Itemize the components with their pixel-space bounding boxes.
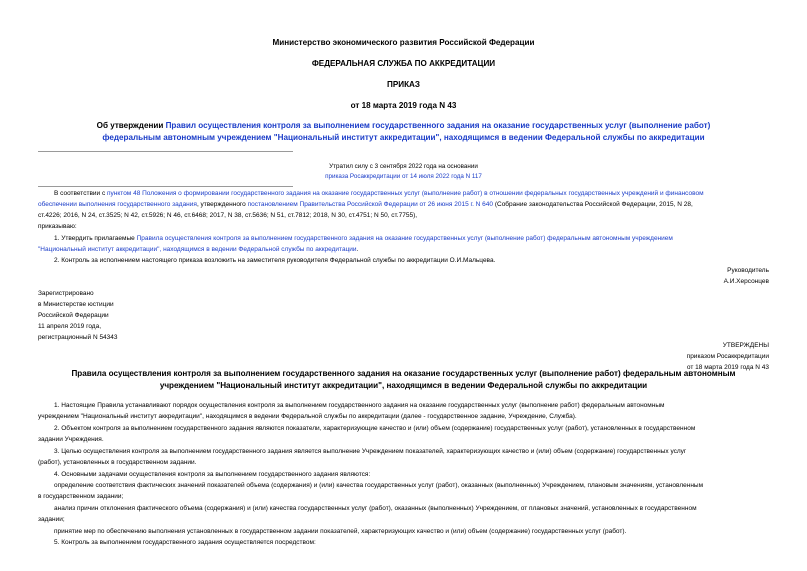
clause-1: 1. Утвердить прилагаемые Правила осуществления контроля за выполнением государственного задания на оказание государственных услуг (выполнение работ) федеральным автономным учреждением — [54, 235, 673, 242]
rule-4c: принятие мер по обеспечению выполнения установленных в государственном задании показателей, характеризующих качество и (или) объем (содержание) государственных услуг (работ). — [54, 528, 627, 535]
rule-3-line1: 3. Целью осуществления контроля за выполнением государственного задания является выполнение Учреждением показателей, характеризующих качество и (или) объем (содержание) государственных услуг — [54, 448, 687, 455]
rule-1-line1: 1. Настоящие Правила устанавливают порядок осуществления контроля за выполнением государственного задания на оказание государственных услуг (выполнение работ) федеральным автономным — [54, 402, 665, 409]
rule-2-line1: 2. Объектом контроля за выполнением государственного задания являются показатели, характеризующие качество и (или) объем (содержание) государственных услуг (работ), установленных в государственном — [54, 425, 696, 432]
registration-line4: 11 апреля 2019 года, — [38, 323, 102, 330]
preamble-line3: ст.4226; 2016, N 24, ст.3525; N 42, ст.5926; N 46, ст.6468; 2017, N 38, ст.5636; N 51, ст.7812; 2018, N 30, ст.4751; N 50, ст.7755), — [38, 212, 418, 219]
government-resolution-link[interactable]: постановлением Правительства Российской Федерации от 26 июня 2015 г. N 640 — [247, 201, 494, 208]
preamble-line1: В соответствии с пунктом 48 Положения о формировании государственного задания на оказание государственных услуг (выполнение работ) в отношении федеральных государственных учреждений и финансовом — [54, 190, 704, 197]
document-title-line1 — [0, 121, 807, 130]
regulation-point-link[interactable]: пунктом 48 Положения о формировании государственного задания на оказание государственных услуг (выполнение работ) в отношении федеральных государственных учреждений и финансовом — [107, 190, 704, 197]
approved-line3: от 18 марта 2019 года N 43 — [686, 364, 769, 371]
rule-4a-line2: в государственном задании; — [38, 493, 124, 500]
clause-2: 2. Контроль за исполнением настоящего приказа возложить на заместителя руководителя Федеральной службы по аккредитации О.И.Мальцева. — [54, 257, 496, 264]
document-type: ПРИКАЗ — [387, 80, 420, 89]
rules-link[interactable]: Правила осуществления контроля за выполнением государственного задания на оказание государственных услуг (выполнение работ) федеральным автономным учреждением — [136, 235, 673, 242]
status-note: Утратил силу с 3 сентября 2022 года на основании — [329, 163, 478, 170]
signature-position: Руководитель — [727, 267, 769, 274]
title-rules-link[interactable]: Правил осуществления контроля за выполнением государственного задания на оказание государственных услуг (выполнение работ) — [165, 121, 711, 130]
signature-name: А.И.Херсонцев — [723, 278, 769, 285]
agency-name: ФЕДЕРАЛЬНАЯ СЛУЖБА ПО АККРЕДИТАЦИИ — [311, 59, 496, 68]
clause-1-cont: "Национальный институт аккредитации", находящимся в ведении Федеральной службы по аккредитации. — [38, 246, 359, 253]
rule-4b-line1: анализ причин отклонения фактического объема (содержания) и (или) качества государственных услуг (работ), оказанных (выполненных) Учреждением, от плановых значений, установленных в государственном — [54, 505, 697, 512]
registration-line2: в Министерстве юстиции — [38, 301, 114, 308]
rule-1-line2: учреждением "Национальный институт аккредитации", находящимся в ведении Федеральной службы по аккредитации (далее - государственное задание, Учреждение, Служба). — [38, 413, 577, 420]
repeal-order-link[interactable]: приказа Росаккредитации от 14 июля 2022 года N 117 — [325, 173, 482, 180]
rule-5: 5. Контроль за выполнением государственного задания осуществляется посредством: — [54, 539, 316, 546]
preamble-line2: обеспечении выполнения государственного задания, утвержденного постановлением Правительства Российской Федерации от 26 июня 2015 г. N 640 (Собрание законодательства Российской Федерации, 2015, N 28, — [38, 201, 693, 208]
rules-title-line2: учреждением "Национальный институт аккредитации", находящимся в ведении Федеральной службы по аккредитации — [159, 381, 648, 390]
title-prefix: Об утверждении — [96, 121, 166, 130]
rule-3-line2: (работ), установленных в государственном задании. — [38, 459, 197, 466]
ministry-name: Министерство экономического развития Российской Федерации — [272, 38, 535, 47]
rule-2-line2: задании Учреждения. — [38, 436, 104, 443]
rule-4a-line1: определение соответствия фактических значений показателей объема (содержания) и (или) качества государственных услуг (работ), оказанных (выполненных) Учреждением, плановым значениям, установленным — [54, 482, 704, 489]
divider — [38, 151, 293, 152]
rules-link-cont[interactable]: "Национальный институт аккредитации", находящимся в ведении Федеральной службы по аккредитации — [38, 246, 357, 253]
rule-4b-line2: задании; — [38, 516, 65, 523]
approved-line1: УТВЕРЖДЕНЫ — [722, 342, 769, 349]
status-note-link-line — [0, 171, 807, 182]
document-title-line2 — [0, 133, 807, 142]
title-rules-link-cont[interactable]: федеральным автономным учреждением "Национальный институт аккредитации", находящимся в ведении Федеральной службы по аккредитации — [102, 133, 705, 142]
registration-line3: Российской Федерации — [38, 312, 109, 319]
document-date-number: от 18 марта 2019 года N 43 — [350, 101, 457, 110]
rule-4: 4. Основными задачами осуществления контроля за выполнением государственного задания являются: — [54, 471, 371, 478]
approved-line2: приказом Росаккредитации — [686, 353, 769, 360]
regulation-point-link-cont[interactable]: обеспечении выполнения государственного задания — [38, 201, 197, 208]
preamble-line4: приказываю: — [38, 223, 77, 230]
divider — [38, 186, 293, 187]
rules-title-line1: Правила осуществления контроля за выполнением государственного задания на оказание государственных услуг (выполнение работ) федеральным автономным — [71, 369, 736, 378]
registration-line1: Зарегистрировано — [38, 290, 94, 297]
registration-line5: регистрационный N 54343 — [38, 334, 118, 341]
